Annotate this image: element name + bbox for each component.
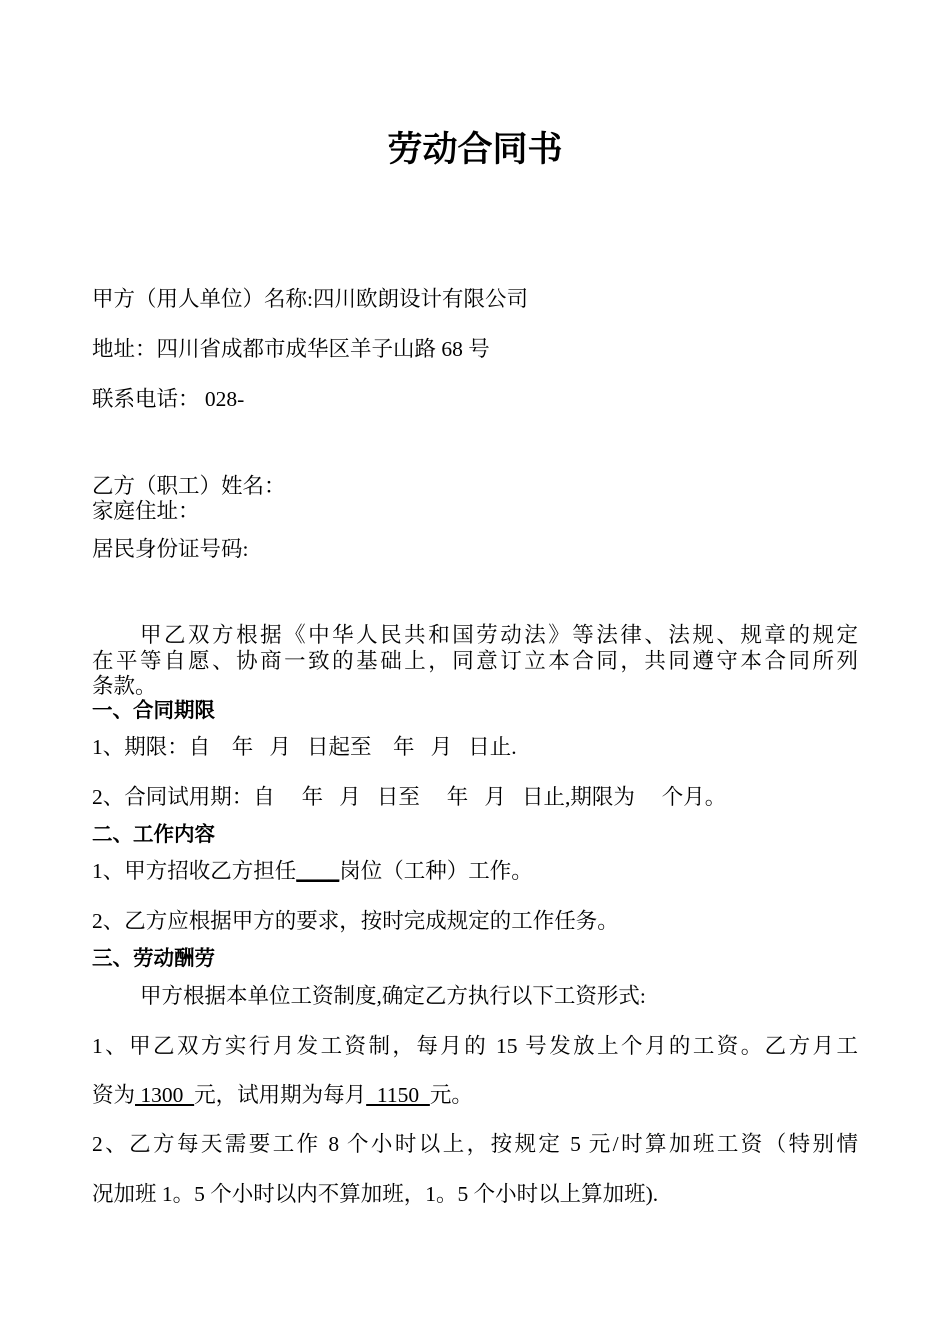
section1-heading: 一、合同期限 (92, 698, 215, 722)
section2-item2: 2、乙方应根据甲方的要求，按时完成规定的工作任务。 (92, 909, 619, 933)
section3-item1-line2 (92, 1082, 872, 1108)
salary-suffix: 元。 (429, 1083, 473, 1107)
party-b-home-address: 家庭住址： (92, 499, 200, 523)
probation-salary: 1150 (366, 1083, 430, 1107)
preamble-line-1: 甲乙双方根据《中华人民共和国劳动法》等法律、法规、规章的规定 (140, 623, 858, 647)
party-a-phone: 联系电话： 028- (92, 387, 245, 411)
section2-item1-suffix: 岗位（工种）工作。 (339, 859, 533, 883)
party-a-address: 地址：四川省成都市成华区羊子山路 68 号 (92, 337, 490, 361)
section2-item1-prefix: 1、甲方招收乙方担任 (92, 859, 297, 883)
section3-item2-line2: 况加班 1。5 个小时以内不算加班，1。5 个小时以上算加班). (92, 1182, 659, 1206)
monthly-salary: 1300 (135, 1083, 195, 1107)
section3-item2-line1: 2、乙方每天需要工作 8 个小时以上，按规定 5 元/时算加班工资（特别情 (92, 1132, 858, 1156)
party-a-name: 甲方（用人单位）名称:四川欧朗设计有限公司 (92, 287, 528, 311)
salary-mid: 元，试用期为每月 (194, 1083, 367, 1107)
preamble-line-3: 条款。 (92, 674, 157, 698)
salary-prefix: 资为 (92, 1083, 136, 1107)
section1-item2: 2、合同试用期：自 年 月 日至 年 月 日止,期限为 个月。 (92, 785, 727, 809)
party-b-id-number: 居民身份证号码: (92, 537, 249, 561)
section3-intro: 甲方根据本单位工资制度,确定乙方执行以下工资形式: (140, 984, 646, 1008)
preamble-line-2: 在平等自愿、协商一致的基础上，同意订立本合同，共同遵守本合同所列 (92, 649, 858, 673)
section3-item1-line1: 1、甲乙双方实行月发工资制，每月的 15 号发放上个月的工资。乙方月工 (92, 1034, 858, 1058)
section2-item1 (92, 858, 872, 884)
section3-heading: 三、劳动酬劳 (92, 946, 215, 970)
section2-heading: 二、工作内容 (92, 822, 215, 846)
section1-item1: 1、期限：自 年 月 日起至 年 月 日止. (92, 735, 517, 759)
position-blank: ____ (296, 859, 340, 883)
party-b-name: 乙方（职工）姓名： (92, 474, 286, 498)
document-title: 劳动合同书 (387, 130, 563, 170)
